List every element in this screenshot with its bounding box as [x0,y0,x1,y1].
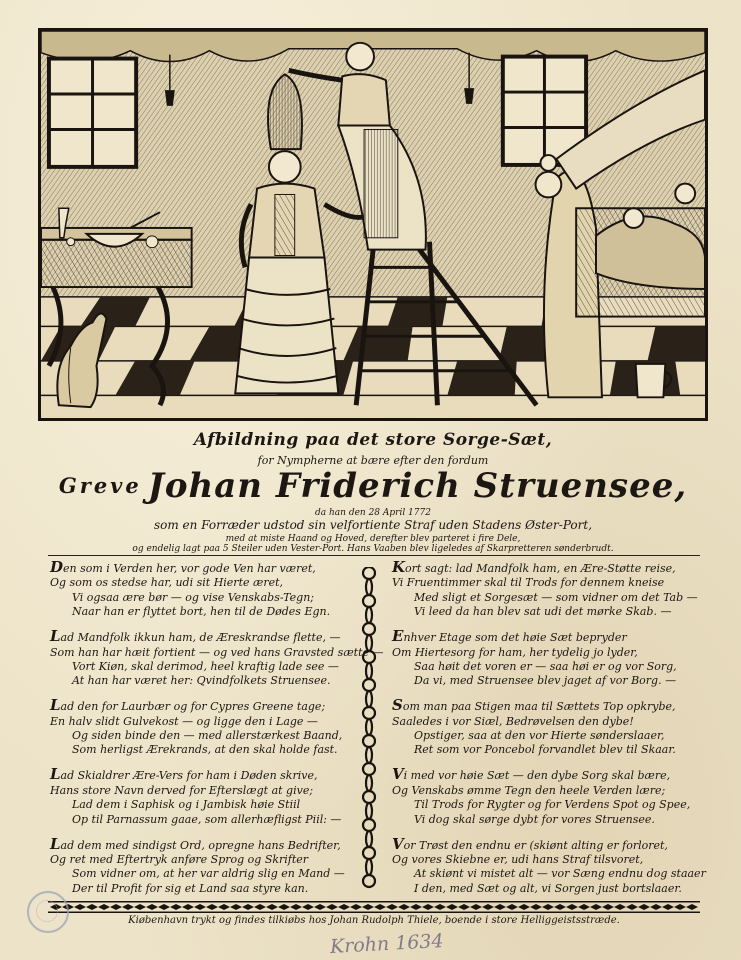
poem-stanza [392,560,712,620]
poem-line: En halv slidt Gulvekost — og ligge den i Lage — [50,714,318,728]
poem-line: Om Hiertesorg for ham, her tydelig jo lyder, [392,645,638,659]
poem-line: Og som os stedse har, udi sit Hierte æret, [50,576,284,590]
initial-letter: V [392,834,404,853]
poem-line: Og ret med Eftertryk anføre Sprog og Skrifter [50,852,309,866]
poem-line: Op til Parnassum gaae, som allerhæfligst Piil: — [72,812,342,826]
header-line-6a: med at miste Haand og Hoved, derefter blev parteret i fire Dele, [225,534,521,544]
initial-letter: E [392,627,404,646]
chain-ornament [358,567,380,895]
poem-line: Lad dem med sindigst Ord, opregne hans Bedrifter, [50,834,341,853]
poem-line: Den som i Verden her, vor gode Ven har været, [50,558,316,576]
poem-line: Vort Kiøn, skal derimod, heel kraftig lade see — [72,659,339,673]
divider-top [48,555,700,556]
header-line-6b: og endelig lagt paa 5 Steiler uden Vester-Port. Hans Vaaben blev ligeledes af Skarpretteren sønderbrudt. [132,544,614,554]
initial-letter: L [50,765,61,784]
poem-stanza [392,698,712,758]
initial-letter: L [50,696,61,715]
poem-line: At han har været her: Qvindfolkets Struensee. [72,674,331,688]
poem-line: Vi dog skal sørge dybt for vores Struensee. [414,812,655,826]
poem-stanza [50,767,370,827]
title-name: Johan Friderich Struensee, [147,466,688,506]
woodcut-illustration [38,28,708,421]
poem-line: Naar han er flyttet bort, hen til de Dødes Egn. [72,605,331,619]
poem-line: Som han har hæit fortient — og ved hans Gravsted sætte — [50,645,384,659]
poem-line: Og Venskabs ømme Tegn den heele Verden lære; [392,783,666,797]
poem-left-column [50,558,384,906]
poem-line: Lad Skialdrer Ære-Vers for ham i Døden skrive, [50,765,318,784]
initial-letter: V [392,765,404,784]
poem-line: Lad den for Laurbær og for Cypres Greene tage; [50,696,326,715]
poem-line: Og siden binde den — med allerstærkest Baand, [72,729,343,743]
poem-line: Vi ogsaa ære bør — og vise Venskabs-Tegn; [72,590,314,604]
woodcut-scene [41,31,705,418]
poem-line: Lad dem i Saphisk og i Jambisk høie Stiil [72,798,301,812]
poem-line: Enhver Etage som det høie Sæt bepryder [392,627,627,646]
header-line-6 [38,534,708,554]
header-line-2: for Nympherne at bære efter den fordum [257,454,489,467]
poem-line: Ret som vor Poncebol forvandlet blev til Skaar. [414,743,676,757]
poem-line: Da vi, med Struensee blev jaget af vor Borg. — [414,674,677,688]
poem-line: Hans store Navn derved for Efterslægt at give; [50,783,314,797]
handwritten-signature: Krohn 1634 [329,930,445,958]
imprint-line: Kiøbenhavn trykt og findes tilkiøbs hos Johan Rudolph Thiele, boende i store Helliggeistsstræde. [128,915,620,926]
poem-line: Saaledes i vor Siæl, Bedrøvelsen den dybe! [392,714,634,728]
poem-line: Opstiger, saa at den vor Hierte sønderslaaer, [414,729,665,743]
poem-line: Der til Profit for sig et Land saa styre kan. [72,881,309,895]
poem-stanza [50,834,370,897]
poem-stanza [392,629,712,689]
poem-line: Vi leed da han blev sat udi det mørke Skab. — [414,605,672,619]
poem-line: Lad Mandfolk ikkun ham, de Æreskrandse flette, — [50,627,341,646]
poem-line: At skiønt vi mistet alt — vor Sæng endnu dog staaer [414,867,706,881]
page-title [38,466,708,506]
poem-stanza [50,560,370,620]
poem-stanza [50,698,370,758]
poem-stanza [392,767,712,827]
poem-line: Som vidner om, at her var aldrig slig en Mand — [72,867,345,881]
poem-line: Vi med vor høie Sæt — den dybe Sorg skal bære, [392,765,671,784]
poem-line: Som man paa Stigen maa til Sættets Top opkrybe, [392,696,676,715]
poem-stanza [392,834,712,897]
poem-line: Vor Trøst den endnu er (skiønt alting er forloret, [392,834,668,853]
initial-letter: L [50,627,61,646]
poem-right-column [392,560,712,906]
header-date: da han den 28 April 1772 [315,508,431,518]
initial-letter: D [50,558,64,576]
poem-line: Vi Fruentimmer skal til Trods for dennem kneise [392,576,665,590]
header-line-5: som en Forræder udstod sin velfortiente Straf uden Stadens Øster-Port, [153,518,593,532]
poem-line: Saa høit det voren er — saa høi er og vor Sorg, [414,659,677,673]
initial-letter: S [392,696,403,715]
header-line-1: Afbildning paa det store Sorge-Sæt, [193,430,553,450]
ornament-border [48,901,700,913]
initial-letter: L [50,834,61,853]
library-stamp [27,891,69,933]
poem-line: Med sligt et Sorgesæt — som vidner om det Tab — [414,590,698,604]
poem-line: Til Trods for Rygter og for Verdens Spot og Spee, [414,798,691,812]
poem-line: I den, med Sæt og alt, vi Sorgen just bortslaaer. [414,881,682,895]
initial-letter: K [392,558,406,576]
poem-stanza [50,627,384,689]
poem-line: Som herligst Ærekrands, at den skal holde fast. [72,743,338,757]
poem-line: Kort sagt: lad Mandfolk ham, en Ære-Støtte reise, [392,558,676,576]
title-prefix: Greve [58,473,142,498]
poem-line: Og vores Skiebne er, udi hans Straf tilsvoret, [392,852,644,866]
